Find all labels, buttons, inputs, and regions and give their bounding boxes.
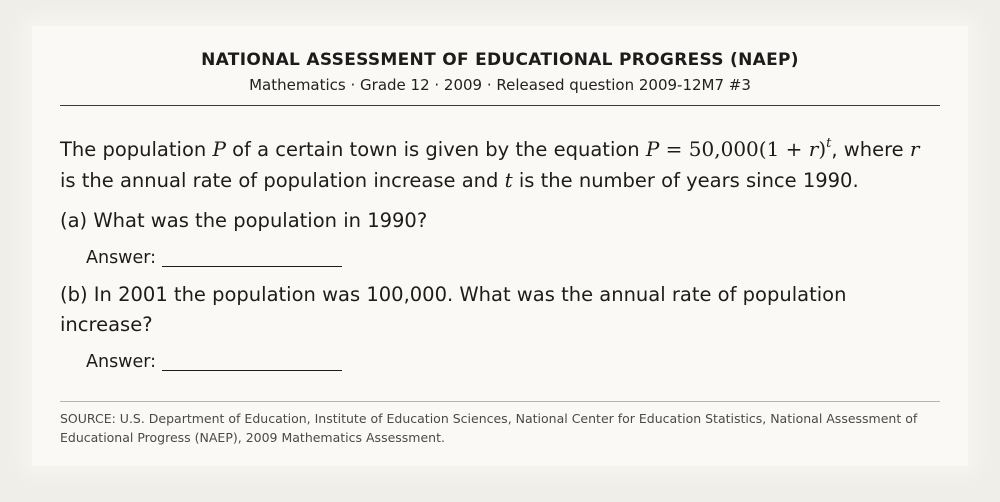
- part-b-question: (b) In 2001 the population was 100,000. What was the annual rate of population increase?: [60, 283, 847, 336]
- part-b-answer-label: Answer:: [86, 352, 157, 372]
- part-a-answer-label: Answer:: [86, 248, 157, 268]
- equation-p: P: [645, 137, 660, 161]
- stem-text-1: The population: [60, 138, 213, 161]
- part-b-answer-row: [60, 348, 940, 374]
- stem-text-2: of a certain town is given by the equation: [225, 138, 646, 161]
- header-divider: [60, 105, 940, 106]
- equation-r: r: [808, 137, 819, 161]
- document-title: NATIONAL ASSESSMENT OF EDUCATIONAL PROGRESS (NAEP): [201, 50, 799, 70]
- variable-r: r: [909, 137, 920, 161]
- source-note: SOURCE: U.S. Department of Education, Institute of Education Sciences, National Center for Education Statistics, National Assessment of Educational Progress (NAEP), 2009 Mathematics Assessment.: [60, 411, 918, 445]
- part-a-answer-row: [60, 244, 940, 270]
- equation-body: = 50,000(1 +: [659, 137, 809, 161]
- equation-close-paren: ): [818, 137, 827, 161]
- part-a-question: (a) What was the population in 1990?: [60, 209, 428, 232]
- equation-exponent: t: [826, 136, 832, 151]
- stem-text-5: is the number of years since 1990.: [512, 169, 859, 192]
- document-header: [60, 26, 940, 94]
- footer-divider: [60, 401, 940, 402]
- variable-t: t: [504, 168, 513, 192]
- document-subtitle: Mathematics · Grade 12 · 2009 · Released question 2009-12M7 #3: [249, 76, 751, 94]
- stem-text-4: is the annual rate of population increase and: [60, 169, 505, 192]
- variable-p: P: [212, 137, 226, 161]
- stem-text-3: , where: [831, 138, 910, 161]
- question-body: [60, 129, 940, 374]
- question-sheet: [32, 26, 968, 466]
- question-stem: [60, 129, 940, 196]
- sheet-content: [60, 26, 940, 447]
- part-b-answer-blank[interactable]: [162, 352, 342, 371]
- part-a-answer-blank[interactable]: [162, 248, 342, 267]
